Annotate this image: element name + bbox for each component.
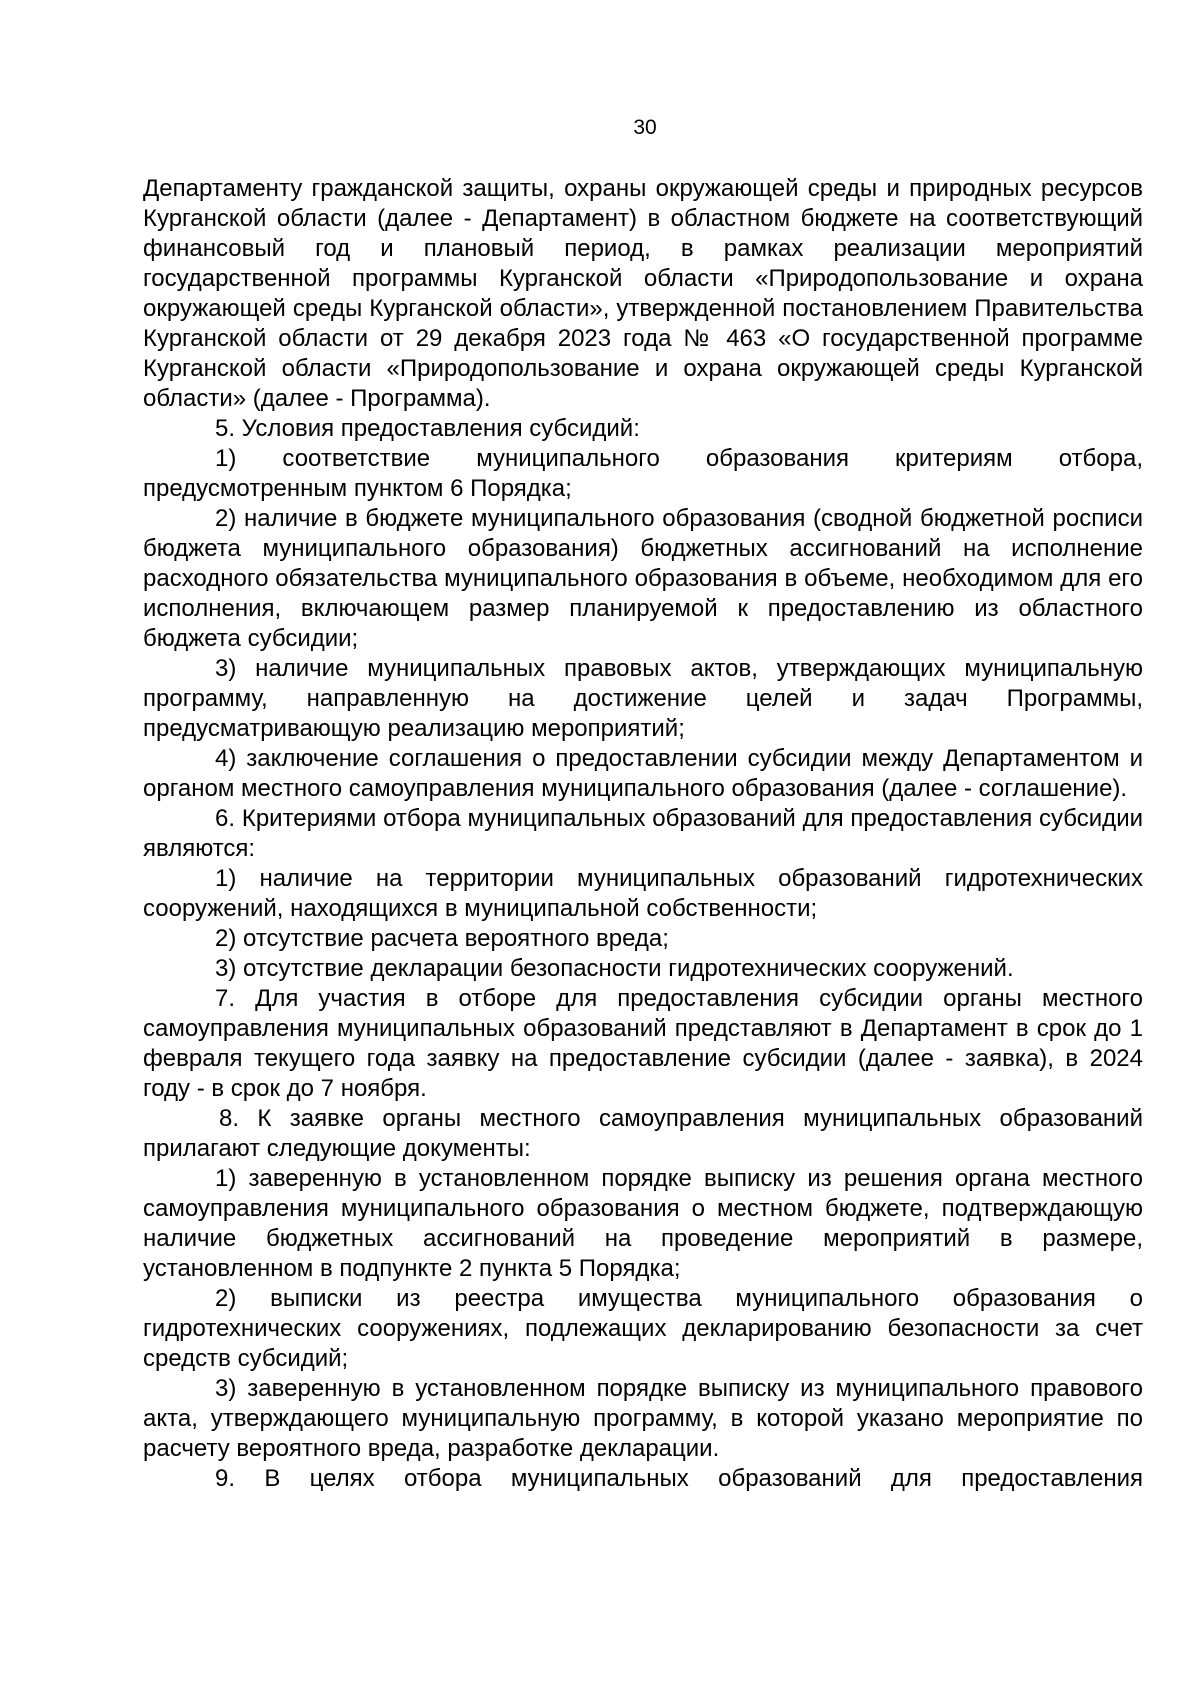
paragraph-item-5-4: 4) заключение соглашения о предоставлении субсидии между Департаментом и органом местного самоуправления муниципального образования (далее - соглашение). — [143, 745, 1143, 802]
paragraph-item-8-2: 2) выписки из реестра имущества муниципального образования о гидротехнических сооружениях, подлежащих декларированию безопасности за счет средств субсидий; — [143, 1285, 1143, 1372]
paragraph-item-8-1: 1) заверенную в установленном порядке выписку из решения органа местного самоуправления муниципального образования о местном бюджете, подтверждающую наличие бюджетных ассигнований на проведение мероприятий в размере, установленном в подпункте 2 пункта 5 Порядка; — [143, 1165, 1143, 1282]
paragraph-item-8: 8. К заявке органы местного самоуправления муниципальных образований прилагают следующие документы: — [143, 1105, 1143, 1162]
paragraph-item-6-3: 3) отсутствие декларации безопасности гидротехнических сооружений. — [215, 955, 1014, 982]
document-body — [143, 174, 1143, 1494]
paragraph-item-8-3: 3) заверенную в установленном порядке выписку из муниципального правового акта, утверждающего муниципальную программу, в которой указано мероприятие по расчету вероятного вреда, разработке декларации. — [143, 1375, 1143, 1462]
paragraph-item-5-2: 2) наличие в бюджете муниципального образования (сводной бюджетной росписи бюджета муниципального образования) бюджетных ассигнований на исполнение расходного обязательства муниципального образования в объеме, необходимом для его исполнения, включающем размер планируемой к предоставлению из областного бюджета субсидии; — [143, 505, 1143, 652]
paragraph-item-7: 7. Для участия в отборе для предоставления субсидии органы местного самоуправления муниципальных образований представляют в Департамент в срок до 1 февраля текущего года заявку на предоставление субсидии (далее - заявка), в 2024 году - в срок до 7 ноября. — [143, 985, 1143, 1102]
paragraph-item-6-2: 2) отсутствие расчета вероятного вреда; — [215, 925, 669, 952]
paragraph-item-9: 9. В целях отбора муниципальных образований для предоставления — [215, 1465, 1143, 1492]
paragraph-item-5-1: 1) соответствие муниципального образования критериям отбора, предусмотренным пунктом 6 Порядка; — [143, 445, 1143, 502]
paragraph-item-5: 5. Условия предоставления субсидий: — [215, 415, 640, 442]
page-number: 30 — [633, 116, 657, 139]
paragraph-item-6: 6. Критериями отбора муниципальных образований для предоставления субсидии являются: — [143, 805, 1143, 862]
paragraph-item-6-1: 1) наличие на территории муниципальных образований гидротехнических сооружений, находящихся в муниципальной собственности; — [143, 865, 1143, 922]
paragraph-item-5-3: 3) наличие муниципальных правовых актов, утверждающих муниципальную программу, направленную на достижение целей и задач Программы, предусматривающую реализацию мероприятий; — [143, 655, 1143, 742]
paragraph-department-continuation: Департаменту гражданской защиты, охраны окружающей среды и природных ресурсов Курганской области (далее - Департамент) в областном бюджете на соответствующий финансовый год и плановый период, в рамках реализации мероприятий государственной программы Курганской области «Природопользование и охрана окружающей среды Курганской области», утвержденной постановлением Правительства Курганской области от 29 декабря 2023 года № 463 «О государственной программе Курганской области «Природопользование и охрана окружающей среды Курганской области» (далее - Программа). — [143, 175, 1143, 412]
